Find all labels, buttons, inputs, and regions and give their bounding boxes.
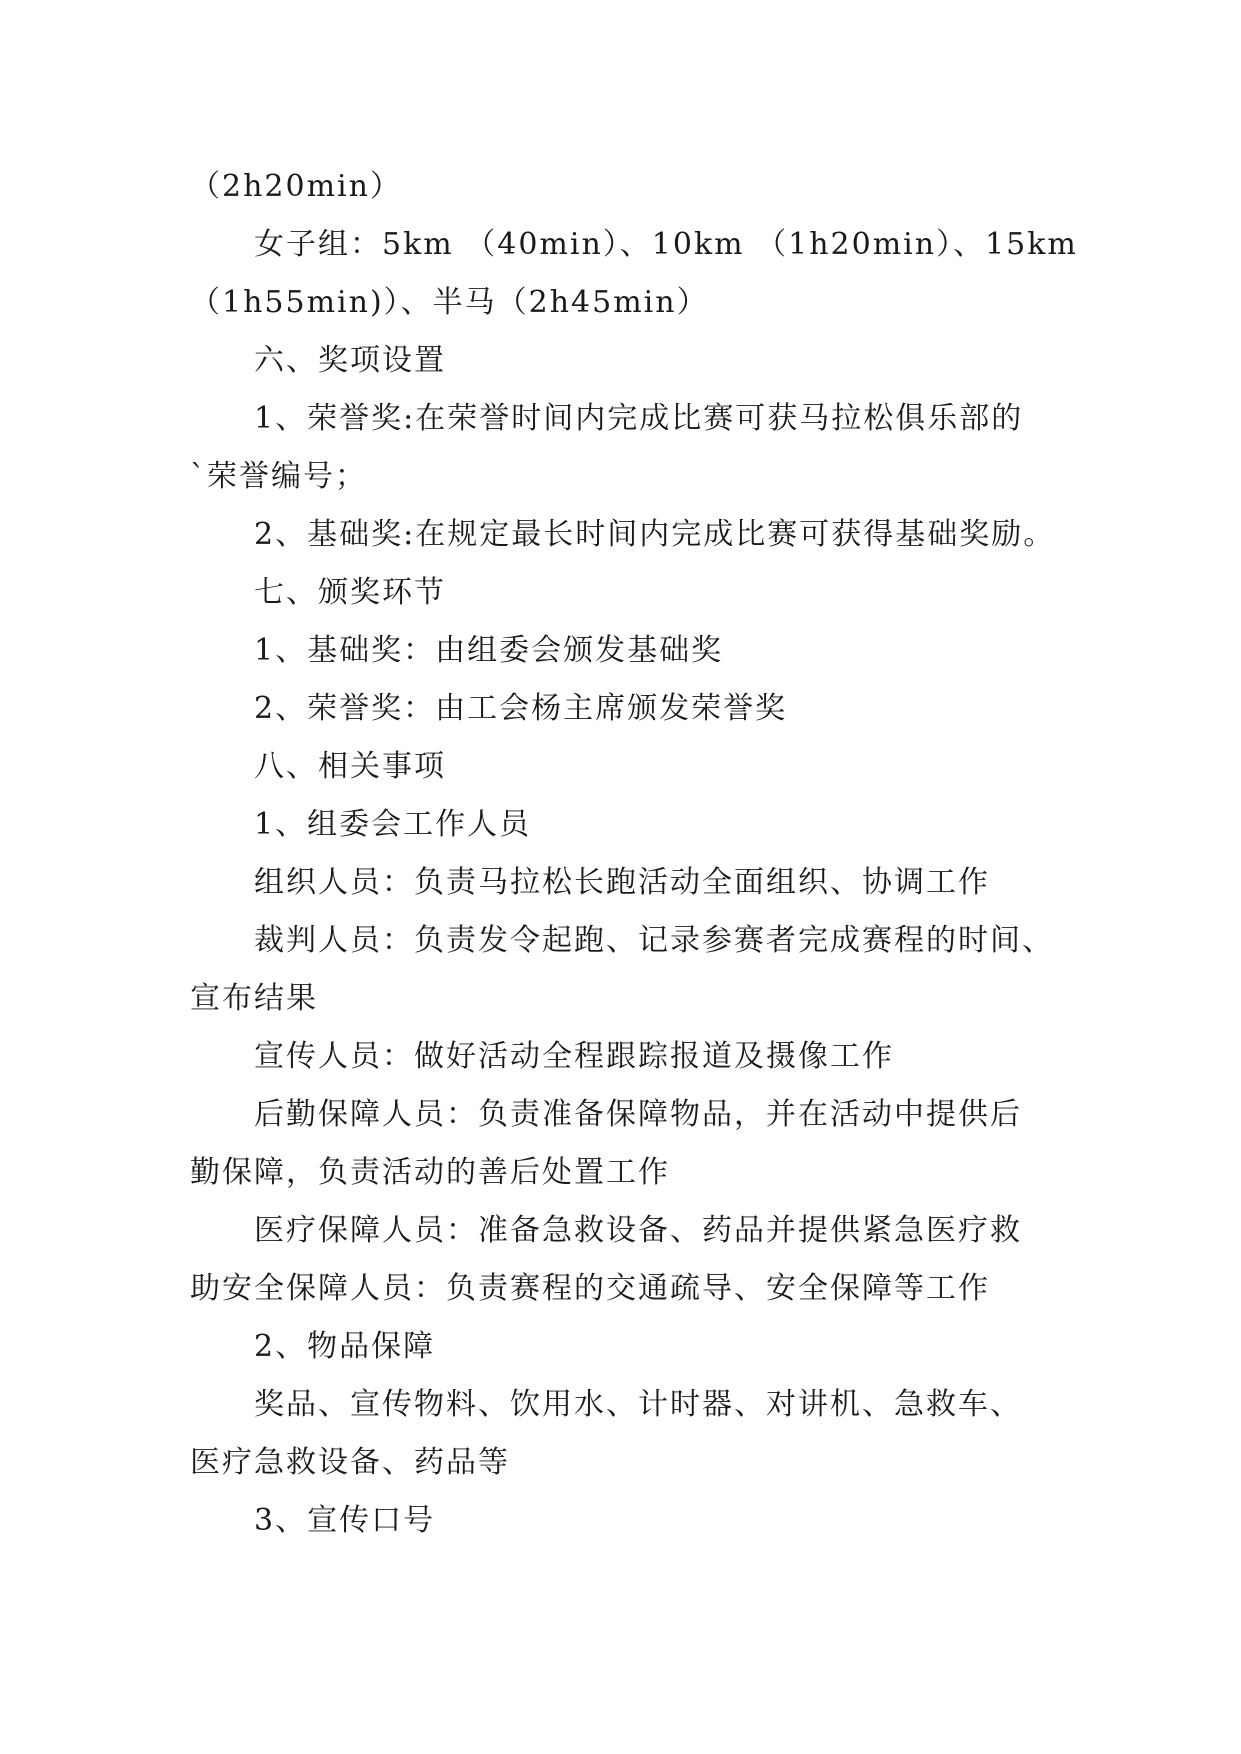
subsection-heading: 3、宣传口号: [254, 1503, 436, 1538]
paragraph-line: 医疗保障人员：准备急救设备、药品并提供紧急医疗救: [254, 1213, 1022, 1248]
subsection-heading: 1、组委会工作人员: [254, 807, 532, 842]
paragraph-line: 1、基础奖：由组委会颁发基础奖: [254, 633, 724, 668]
paragraph-line: 医疗急救设备、药品等: [190, 1445, 510, 1480]
subsection-heading: 2、物品保障: [254, 1329, 436, 1364]
document-body: [190, 158, 1078, 1550]
paragraph-line: 裁判人员：负责发令起跑、记录参赛者完成赛程的时间、: [254, 923, 1054, 958]
paragraph-line: （1h55min)）、半马（2h45min）: [190, 285, 709, 320]
section-heading: 六、奖项设置: [254, 343, 446, 378]
section-heading: 七、颁奖环节: [254, 575, 446, 610]
paragraph-line: 组织人员：负责马拉松长跑活动全面组织、协调工作: [254, 865, 990, 900]
paragraph-line: 女子组：5km （40min）、10km （1h20min）、15km: [254, 227, 1078, 262]
paragraph-line: 宣布结果: [190, 981, 318, 1016]
paragraph-line: 2、基础奖:在规定最长时间内完成比赛可获得基础奖励。: [254, 517, 1056, 552]
paragraph-line: 2、荣誉奖：由工会杨主席颁发荣誉奖: [254, 691, 788, 726]
paragraph-line: 勤保障，负责活动的善后处置工作: [190, 1155, 670, 1190]
section-heading: 八、相关事项: [254, 749, 446, 784]
paragraph-line: （2h20min）: [190, 169, 402, 204]
paragraph-line: 后勤保障人员：负责准备保障物品，并在活动中提供后: [254, 1097, 1022, 1132]
paragraph-line: 1、荣誉奖:在荣誉时间内完成比赛可获马拉松俱乐部的: [254, 401, 1024, 436]
paragraph-line: 助安全保障人员：负责赛程的交通疏导、安全保障等工作: [190, 1271, 990, 1306]
paragraph-line: 宣传人员：做好活动全程跟踪报道及摄像工作: [254, 1039, 894, 1074]
paragraph-line: 奖品、宣传物料、饮用水、计时器、对讲机、急救车、: [254, 1387, 1022, 1422]
paragraph-line: `荣誉编号；: [190, 459, 367, 494]
